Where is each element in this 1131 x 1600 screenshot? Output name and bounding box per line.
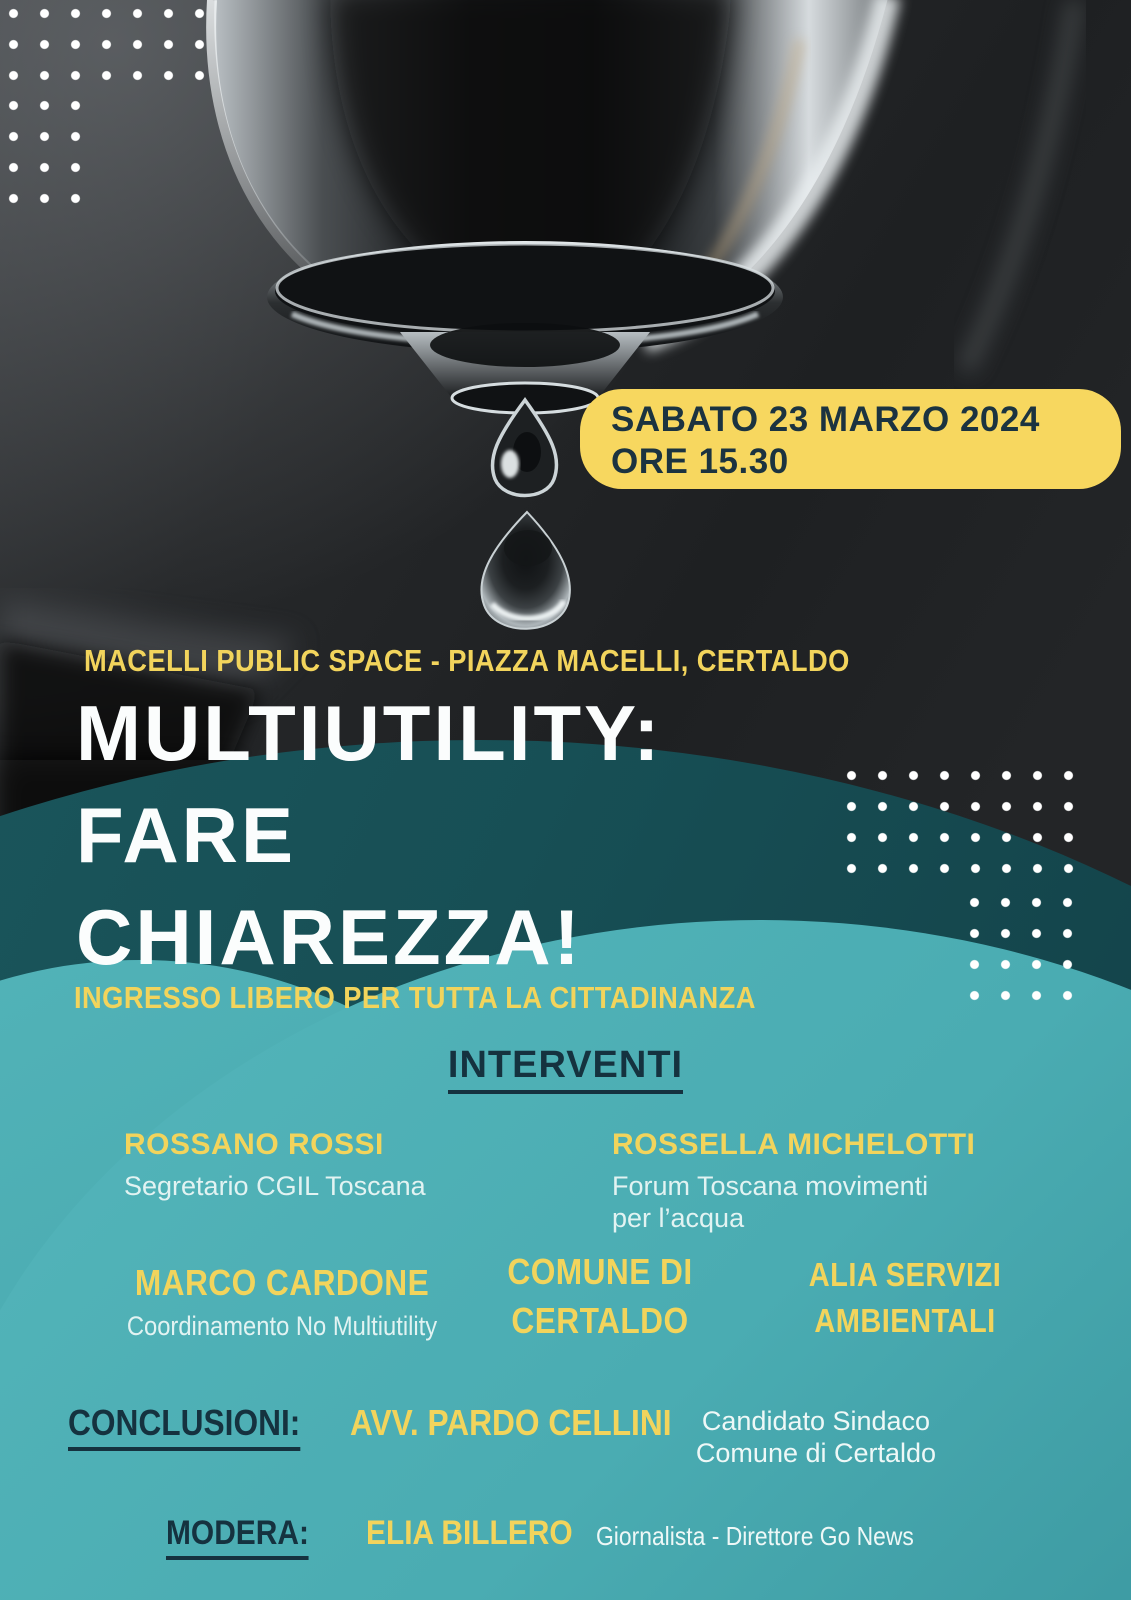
poster-title	[76, 682, 662, 988]
date-badge	[580, 389, 1121, 489]
speaker-name: MARCO CARDONE	[134, 1262, 430, 1303]
conclusioni-label-text: CONCLUSIONI:	[68, 1402, 300, 1451]
title-line-2: FARE	[76, 791, 297, 879]
speaker-comune-di-certaldo	[470, 1248, 730, 1345]
modera-label	[166, 1514, 328, 1553]
speaker-name: ALIA SERVIZI AMBIENTALI	[808, 1256, 1002, 1340]
modera-label-text: MODERA:	[166, 1514, 309, 1560]
dot-grid-top-left-lower	[0, 90, 91, 214]
conclusioni-label	[68, 1402, 332, 1444]
speaker-name: ROSSELLA MICHELOTTI	[612, 1128, 976, 1161]
dot-grid-top-left	[0, 0, 215, 91]
modera-speaker	[366, 1514, 601, 1553]
conclusioni-speaker	[350, 1402, 715, 1444]
speaker-role: Coordinamento No Multiutility	[126, 1311, 438, 1341]
modera-speaker-role-text: Giornalista - Direttore Go News	[596, 1521, 914, 1551]
speaker-role: Segretario CGIL Toscana	[124, 1171, 426, 1201]
badge-time: ORE 15.30	[611, 442, 789, 481]
speaker-marco-cardone	[40, 1262, 524, 1343]
speaker-rossano-rossi	[124, 1128, 426, 1203]
interventi-heading	[0, 1044, 1131, 1087]
badge-date: SABATO 23 MARZO 2024	[611, 400, 1040, 439]
conclusioni-speaker-role: Candidato Sindaco Comune di Certaldo	[695, 1406, 937, 1468]
location-line	[84, 643, 954, 679]
speaker-rossella-michelotti	[612, 1128, 976, 1235]
speaker-name: COMUNE DI CERTALDO	[507, 1251, 693, 1341]
dot-grid-right-lower	[959, 887, 1083, 1011]
conclusioni-speaker-text: AVV. PARDO CELLINI	[350, 1402, 672, 1443]
title-line-3: CHIAREZZA!	[76, 893, 583, 981]
title-line-1: MULTIUTILITY:	[76, 689, 663, 777]
location-text: MACELLI PUBLIC SPACE - PIAZZA MACELLI, CERTALDO	[84, 643, 850, 678]
dot-grid-right	[836, 760, 1084, 884]
subtitle-text: INGRESSO LIBERO PER TUTTA LA CITTADINANZA	[74, 980, 756, 1015]
speaker-role: Forum Toscana movimenti per l’acqua	[612, 1171, 929, 1233]
interventi-heading-text: INTERVENTI	[448, 1044, 683, 1094]
subtitle-line	[74, 980, 849, 1016]
modera-speaker-text: ELIA BILLERO	[366, 1514, 573, 1552]
modera-speaker-role	[596, 1521, 957, 1552]
speaker-name: ROSSANO ROSSI	[124, 1128, 384, 1161]
speaker-alia-servizi-ambientali	[780, 1252, 1030, 1344]
